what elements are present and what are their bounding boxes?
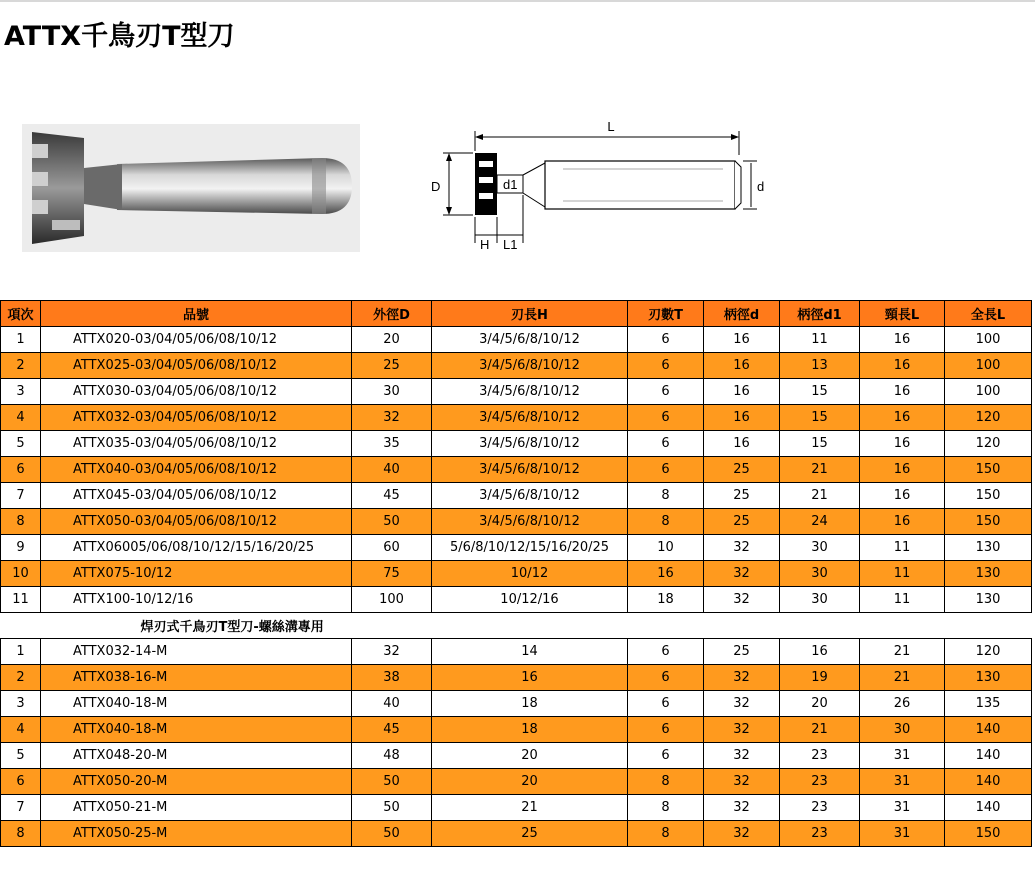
- table-cell: 15: [780, 431, 860, 457]
- table-cell: 40: [352, 457, 432, 483]
- table-cell: ATTX032-03/04/05/06/08/10/12: [41, 405, 352, 431]
- table-cell: 6: [628, 457, 704, 483]
- table-cell: 21: [432, 795, 628, 821]
- table-cell: 6: [1, 457, 41, 483]
- table-row: [1, 769, 1032, 795]
- table-cell: ATTX045-03/04/05/06/08/10/12: [41, 483, 352, 509]
- table-cell: 5/6/8/10/12/15/16/20/25: [432, 535, 628, 561]
- table-cell: 18: [432, 717, 628, 743]
- table-cell: 19: [780, 665, 860, 691]
- table-cell: 16: [860, 457, 945, 483]
- table-cell: 140: [945, 769, 1032, 795]
- table-cell: 120: [945, 639, 1032, 665]
- table-cell: 20: [780, 691, 860, 717]
- table-cell: 32: [704, 691, 780, 717]
- table-row: [1, 457, 1032, 483]
- table-cell: 6: [628, 665, 704, 691]
- table-cell: 3/4/5/6/8/10/12: [432, 431, 628, 457]
- column-header: 頸長L: [860, 301, 945, 327]
- table-row: [1, 327, 1032, 353]
- table-row: [1, 587, 1032, 613]
- section-spacer: [1, 613, 41, 639]
- table-cell: 32: [704, 665, 780, 691]
- table-cell: 30: [780, 561, 860, 587]
- table-cell: 20: [352, 327, 432, 353]
- table-row: [1, 821, 1032, 847]
- table-row: [1, 379, 1032, 405]
- table-cell: 8: [628, 483, 704, 509]
- column-header: 項次: [1, 301, 41, 327]
- table-cell: 130: [945, 561, 1032, 587]
- table-cell: 16: [704, 353, 780, 379]
- table-cell: 8: [628, 821, 704, 847]
- table-cell: 21: [860, 665, 945, 691]
- product-photo: [22, 124, 360, 252]
- table-row: [1, 665, 1032, 691]
- table-cell: 150: [945, 457, 1032, 483]
- table-cell: 8: [628, 795, 704, 821]
- table-cell: 31: [860, 769, 945, 795]
- table-cell: 32: [704, 717, 780, 743]
- table-cell: 8: [1, 821, 41, 847]
- label-d1: d1: [503, 177, 518, 192]
- table-cell: 11: [860, 561, 945, 587]
- table-cell: ATTX050-20-M: [41, 769, 352, 795]
- table-cell: 32: [704, 561, 780, 587]
- table-cell: 150: [945, 483, 1032, 509]
- column-header: 品號: [41, 301, 352, 327]
- table-cell: 3/4/5/6/8/10/12: [432, 353, 628, 379]
- table-row: [1, 509, 1032, 535]
- table-cell: 10/12: [432, 561, 628, 587]
- table-cell: 32: [704, 535, 780, 561]
- label-D: D: [431, 179, 441, 194]
- table-cell: 25: [704, 483, 780, 509]
- table-cell: 10/12/16: [432, 587, 628, 613]
- table-cell: 11: [860, 535, 945, 561]
- table-row: [1, 639, 1032, 665]
- table-cell: ATTX06005/06/08/10/12/15/16/20/25: [41, 535, 352, 561]
- table-cell: 60: [352, 535, 432, 561]
- table-cell: 16: [628, 561, 704, 587]
- table-cell: 32: [352, 639, 432, 665]
- table-cell: 100: [945, 327, 1032, 353]
- table-cell: 2: [1, 353, 41, 379]
- section-row: [1, 613, 1032, 639]
- table-cell: 16: [860, 483, 945, 509]
- table-cell: 38: [352, 665, 432, 691]
- table-cell: 100: [945, 353, 1032, 379]
- column-header: 柄徑d1: [780, 301, 860, 327]
- table-cell: 6: [1, 769, 41, 795]
- table-cell: 1: [1, 327, 41, 353]
- table-cell: 23: [780, 743, 860, 769]
- table-cell: 32: [352, 405, 432, 431]
- table-row: [1, 691, 1032, 717]
- label-H: H: [480, 237, 490, 252]
- table-row: [1, 717, 1032, 743]
- table-cell: 150: [945, 509, 1032, 535]
- table-cell: 3/4/5/6/8/10/12: [432, 457, 628, 483]
- table-cell: 21: [780, 717, 860, 743]
- table-cell: 8: [1, 509, 41, 535]
- table-cell: ATTX038-16-M: [41, 665, 352, 691]
- table-cell: 120: [945, 431, 1032, 457]
- dimension-drawing: [423, 111, 771, 256]
- table-cell: 23: [780, 769, 860, 795]
- table-cell: 6: [628, 405, 704, 431]
- table-cell: 140: [945, 795, 1032, 821]
- table-row: [1, 431, 1032, 457]
- table-cell: 135: [945, 691, 1032, 717]
- table-cell: 25: [432, 821, 628, 847]
- table-cell: 31: [860, 821, 945, 847]
- table-cell: 26: [860, 691, 945, 717]
- table-cell: 20: [432, 769, 628, 795]
- table-row: [1, 795, 1032, 821]
- table-cell: 21: [860, 639, 945, 665]
- table-cell: 16: [860, 405, 945, 431]
- table-cell: ATTX075-10/12: [41, 561, 352, 587]
- table-row: [1, 353, 1032, 379]
- table-cell: 130: [945, 665, 1032, 691]
- table-cell: 11: [1, 587, 41, 613]
- table-cell: ATTX030-03/04/05/06/08/10/12: [41, 379, 352, 405]
- table-cell: 3/4/5/6/8/10/12: [432, 379, 628, 405]
- table-cell: 50: [352, 821, 432, 847]
- table-cell: ATTX025-03/04/05/06/08/10/12: [41, 353, 352, 379]
- table-cell: 6: [628, 691, 704, 717]
- table-cell: 50: [352, 795, 432, 821]
- table-cell: 18: [432, 691, 628, 717]
- table-cell: 6: [628, 639, 704, 665]
- table-cell: 3/4/5/6/8/10/12: [432, 405, 628, 431]
- table-cell: 25: [352, 353, 432, 379]
- table-row: [1, 483, 1032, 509]
- table-row: [1, 561, 1032, 587]
- label-L1: L1: [503, 237, 518, 252]
- table-cell: 120: [945, 405, 1032, 431]
- table-cell: ATTX040-18-M: [41, 691, 352, 717]
- table-cell: ATTX040-18-M: [41, 717, 352, 743]
- table-cell: 15: [780, 379, 860, 405]
- table-cell: 16: [704, 405, 780, 431]
- table-cell: 40: [352, 691, 432, 717]
- table-cell: 4: [1, 405, 41, 431]
- table-cell: ATTX048-20-M: [41, 743, 352, 769]
- table-cell: 11: [860, 587, 945, 613]
- column-header: 柄徑d: [704, 301, 780, 327]
- table-cell: 30: [352, 379, 432, 405]
- table-cell: 23: [780, 821, 860, 847]
- table-cell: 3/4/5/6/8/10/12: [432, 327, 628, 353]
- table-cell: ATTX050-03/04/05/06/08/10/12: [41, 509, 352, 535]
- section-title: 焊刃式千鳥刃T型刀-螺絲溝專用: [140, 620, 324, 635]
- table-cell: 16: [860, 353, 945, 379]
- table-cell: 20: [432, 743, 628, 769]
- table-cell: 23: [780, 795, 860, 821]
- table-cell: 50: [352, 509, 432, 535]
- table-cell: 16: [704, 379, 780, 405]
- table-row: [1, 535, 1032, 561]
- table-cell: 21: [780, 483, 860, 509]
- table-cell: 3/4/5/6/8/10/12: [432, 509, 628, 535]
- table-cell: 15: [780, 405, 860, 431]
- table-cell: 140: [945, 743, 1032, 769]
- column-header: 全長L: [945, 301, 1032, 327]
- table-cell: 16: [860, 327, 945, 353]
- table-cell: 140: [945, 717, 1032, 743]
- table-cell: 14: [432, 639, 628, 665]
- table-cell: 7: [1, 483, 41, 509]
- table-cell: 100: [945, 379, 1032, 405]
- table-cell: 50: [352, 769, 432, 795]
- table-cell: 6: [628, 327, 704, 353]
- table-cell: 30: [860, 717, 945, 743]
- table-cell: 31: [860, 795, 945, 821]
- table-cell: 6: [628, 431, 704, 457]
- table-cell: 13: [780, 353, 860, 379]
- table-cell: 5: [1, 743, 41, 769]
- table-cell: 16: [704, 327, 780, 353]
- table-cell: 16: [780, 639, 860, 665]
- table-cell: 2: [1, 665, 41, 691]
- table-cell: 130: [945, 535, 1032, 561]
- table-cell: 24: [780, 509, 860, 535]
- table-cell: 21: [780, 457, 860, 483]
- table-cell: 11: [780, 327, 860, 353]
- table-row: [1, 743, 1032, 769]
- column-header: 外徑D: [352, 301, 432, 327]
- table-cell: 16: [860, 431, 945, 457]
- table-cell: 8: [628, 509, 704, 535]
- table-cell: 9: [1, 535, 41, 561]
- table-cell: 25: [704, 509, 780, 535]
- table-cell: 16: [432, 665, 628, 691]
- table-cell: 32: [704, 795, 780, 821]
- label-d: d: [757, 179, 765, 194]
- table-cell: 5: [1, 431, 41, 457]
- table-cell: 10: [628, 535, 704, 561]
- table-row: [1, 405, 1032, 431]
- table-cell: 6: [628, 353, 704, 379]
- table-cell: ATTX040-03/04/05/06/08/10/12: [41, 457, 352, 483]
- table-cell: 45: [352, 717, 432, 743]
- table-cell: 3: [1, 691, 41, 717]
- table-cell: 25: [704, 457, 780, 483]
- table-cell: 16: [860, 509, 945, 535]
- table-cell: 3: [1, 379, 41, 405]
- table-cell: 16: [860, 379, 945, 405]
- column-header: 刃長H: [432, 301, 628, 327]
- table-cell: 32: [704, 743, 780, 769]
- table-cell: 150: [945, 821, 1032, 847]
- table-cell: 45: [352, 483, 432, 509]
- table-cell: 25: [704, 639, 780, 665]
- table-cell: 6: [628, 717, 704, 743]
- column-header: 刃數T: [628, 301, 704, 327]
- table-cell: ATTX050-21-M: [41, 795, 352, 821]
- top-divider: [0, 0, 1035, 2]
- table-cell: 30: [780, 535, 860, 561]
- table-cell: 35: [352, 431, 432, 457]
- table-cell: 6: [628, 743, 704, 769]
- table-header-row: [1, 301, 1032, 327]
- table-cell: 31: [860, 743, 945, 769]
- table-cell: 8: [628, 769, 704, 795]
- table-cell: 32: [704, 821, 780, 847]
- table-cell: ATTX020-03/04/05/06/08/10/12: [41, 327, 352, 353]
- spec-table: [0, 300, 1032, 847]
- label-L: L: [607, 119, 615, 134]
- table-cell: 6: [628, 379, 704, 405]
- table-cell: ATTX035-03/04/05/06/08/10/12: [41, 431, 352, 457]
- table-cell: 130: [945, 587, 1032, 613]
- table-cell: ATTX032-14-M: [41, 639, 352, 665]
- table-cell: 3/4/5/6/8/10/12: [432, 483, 628, 509]
- table-cell: 30: [780, 587, 860, 613]
- table-cell: 32: [704, 587, 780, 613]
- page-title: ATTX千鳥刃T型刀: [4, 21, 235, 52]
- table-cell: 7: [1, 795, 41, 821]
- table-cell: 18: [628, 587, 704, 613]
- table-cell: 75: [352, 561, 432, 587]
- table-cell: 10: [1, 561, 41, 587]
- table-cell: ATTX100-10/12/16: [41, 587, 352, 613]
- table-cell: 4: [1, 717, 41, 743]
- table-cell: 100: [352, 587, 432, 613]
- table-cell: 1: [1, 639, 41, 665]
- table-cell: 48: [352, 743, 432, 769]
- table-cell: ATTX050-25-M: [41, 821, 352, 847]
- table-cell: 32: [704, 769, 780, 795]
- table-cell: 16: [704, 431, 780, 457]
